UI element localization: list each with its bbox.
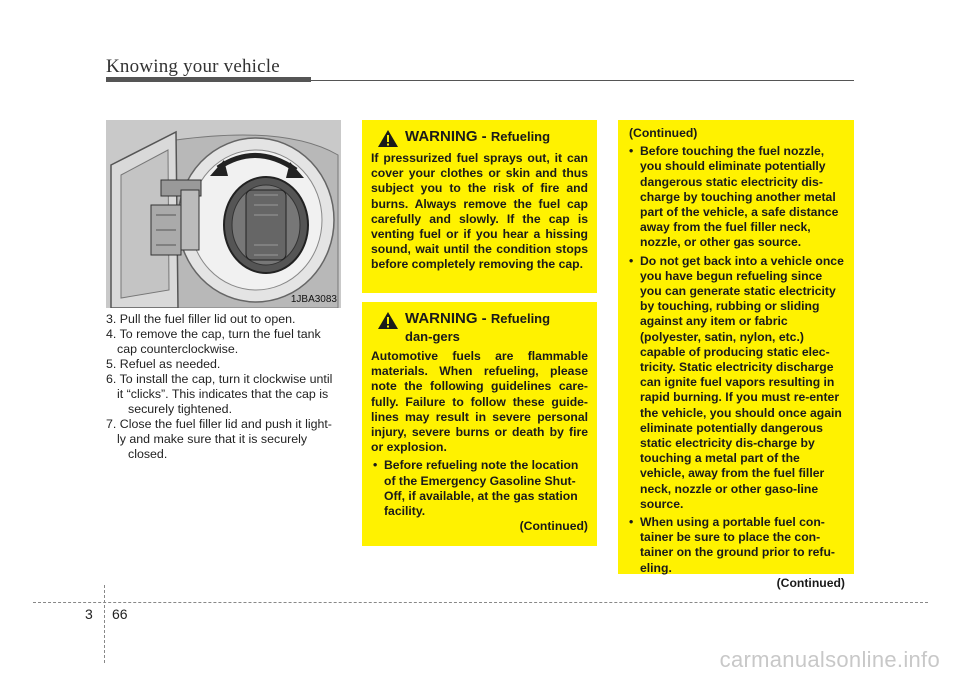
step-item: 7. Close the fuel filler lid and push it light- ly and make sure that it is securely closed. xyxy=(106,417,332,461)
section-title: Knowing your vehicle xyxy=(106,56,280,77)
warning-body: If pressurized fuel sprays out, it can cover your clothes or skin and thus subject you to the risk of fire and burns. Always remove the fuel cap carefully and slowly. If the cap is venting fuel or if you hear a hissing sound, wait until the condition stops before completely removing the cap. xyxy=(371,151,588,272)
continued-label: (Continued) xyxy=(519,519,588,534)
fuel-filler-figure xyxy=(106,120,341,308)
page-number: 66 xyxy=(112,606,128,622)
step-item: 6. To install the cap, turn it clockwise until it “clicks”. This indicates that the cap is securely tightened. xyxy=(106,372,333,416)
watermark: carmanualsonline.info xyxy=(719,647,940,672)
step-item: 3. Pull the fuel filler lid out to open. xyxy=(106,312,296,326)
warning-bullet: • Do not get back into a vehicle once you have begun refueling since you can generate static electricity by touching, rubbing or sliding against any item or fabric (polyester, satin, nylon, etc.) capable of producing static elec-tricity. Static electricity discharge can ignite fuel vapors resulting in rapid burning. If you must re-enter the vehicle, you should once again eliminate potentially dangerous static electricity dis-charge by touching a metal part of the vehicle, away from the fuel filler neck, nozzle or other gaso-line source. xyxy=(627,254,845,512)
warning-bullet: • When using a portable fuel con-tainer be sure to place the con-tainer on the ground prior to refu-eling. xyxy=(627,515,845,576)
footer-dashed-rule xyxy=(33,602,928,603)
step-item: 5. Refuel as needed. xyxy=(106,357,221,371)
warning-title: WARNING - Refueling xyxy=(405,128,551,145)
warning-triangle-icon xyxy=(377,311,399,330)
warning-body: Automotive fuels are flammable materials. When refueling, please note the following guidelines care-fully. Failure to follow these guide-lines may result in severe personal injury, severe burns or death by fire or explosion. xyxy=(371,349,588,455)
step-item: 4. To remove the cap, turn the fuel tank cap counterclockwise. xyxy=(106,327,321,356)
warning-continued-box xyxy=(618,120,854,590)
fuel-filler-cap-illustration xyxy=(106,120,341,308)
warning-bullet: • Before touching the fuel nozzle, you should eliminate potentially dangerous static electricity dis-charge by touching another metal part of the vehicle, a safe distance away from the fuel filler neck, nozzle, or other gas source. xyxy=(627,144,845,250)
footer-vertical-dash xyxy=(104,585,105,663)
warning-refueling-box xyxy=(362,120,597,293)
continued-top-label: (Continued) xyxy=(629,126,698,140)
warning-triangle-icon xyxy=(377,129,399,148)
warning-bullet: • Before refueling note the location of the Emergency Gasoline Shut-Off, if available, at the gas station facility. xyxy=(371,458,588,519)
chapter-number: 3 xyxy=(85,606,93,622)
figure-code: 1JBA3083 xyxy=(290,294,337,305)
warning-refueling-dangers-box xyxy=(362,302,597,546)
continued-label: (Continued) xyxy=(776,575,845,590)
header-rule-thick xyxy=(106,77,311,82)
steps-list xyxy=(106,312,342,462)
warning-title: WARNING - Refueling dan-gers xyxy=(405,310,551,344)
